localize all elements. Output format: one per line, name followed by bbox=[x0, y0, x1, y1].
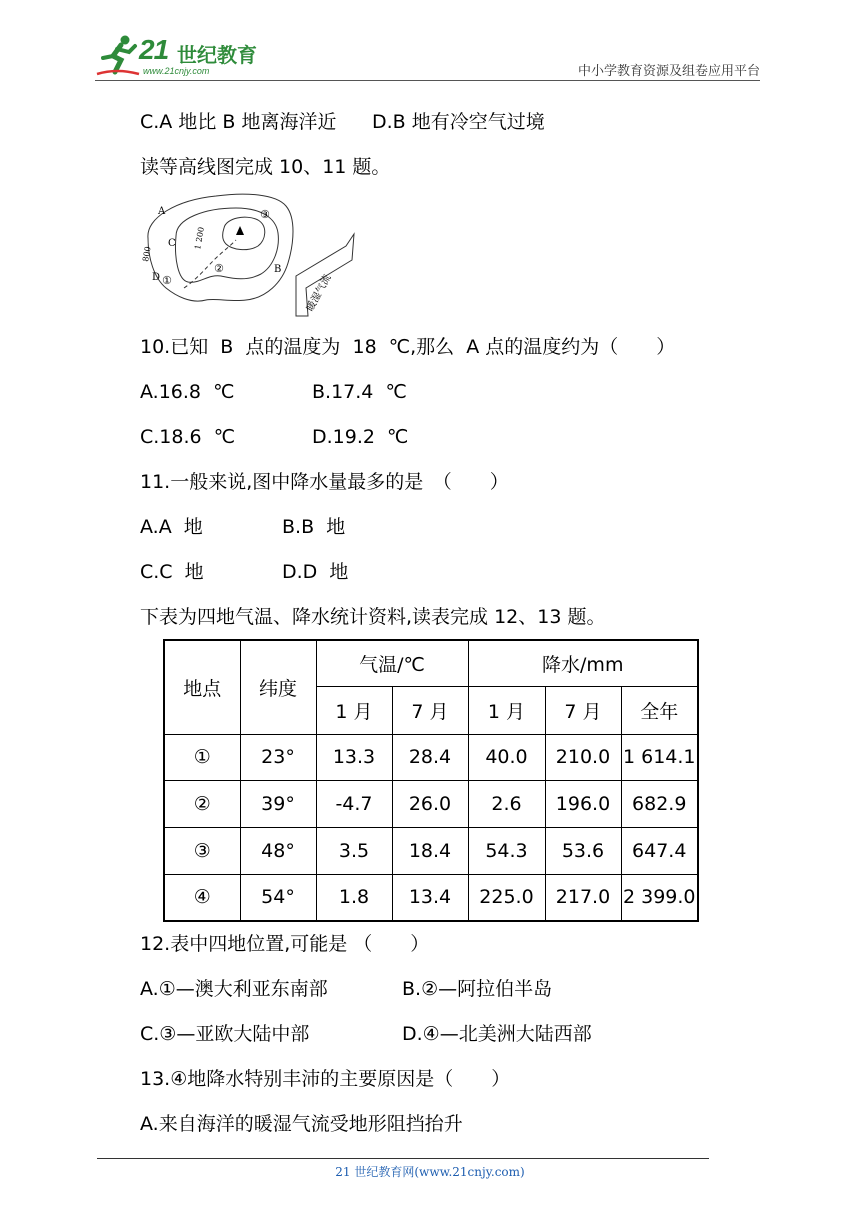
cell-prec-jul: 196.0 bbox=[545, 780, 621, 827]
header-temperature: 气温/℃ bbox=[316, 640, 468, 686]
label-contour-1200: 1 200 bbox=[193, 226, 206, 251]
q9-option-d: D.B 地有冷空气过境 bbox=[372, 111, 545, 133]
cell-temp-jan: -4.7 bbox=[316, 780, 392, 827]
site-logo bbox=[95, 34, 265, 78]
q11-option-b: B.B 地 bbox=[282, 516, 346, 538]
cell-temp-jan: 13.3 bbox=[316, 734, 392, 780]
cell-prec-jul: 217.0 bbox=[545, 874, 621, 921]
page-footer: 21 世纪教育网(www.21cnjy.com) bbox=[335, 1165, 525, 1179]
header-slogan: 中小学教育资源及组卷应用平台 bbox=[577, 64, 760, 79]
q10-option-c: C.18.6 ℃ bbox=[140, 426, 236, 448]
runner-icon bbox=[95, 34, 141, 78]
cell-prec-year: 1 614.1 bbox=[621, 734, 698, 780]
table-row bbox=[164, 827, 698, 874]
cell-lat: 54° bbox=[240, 874, 316, 921]
q13-option-a: A.来自海洋的暖湿气流受地形阻挡抬升 bbox=[140, 1113, 463, 1135]
q12-stem: 12.表中四地位置,可能是 （ ） bbox=[140, 933, 430, 955]
header-latitude: 纬度 bbox=[240, 640, 316, 734]
label-point-1: ① bbox=[162, 274, 172, 287]
label-a: A bbox=[158, 206, 166, 217]
page-header bbox=[95, 26, 760, 82]
header-prec-jan: 1 月 bbox=[468, 686, 545, 734]
header-prec-jul: 7 月 bbox=[545, 686, 621, 734]
cell-prec-jan: 40.0 bbox=[468, 734, 545, 780]
cell-place: ③ bbox=[164, 827, 240, 874]
q10-option-a: A.16.8 ℃ bbox=[140, 381, 235, 403]
cell-temp-jul: 13.4 bbox=[392, 874, 468, 921]
label-contour-800: 800 bbox=[141, 245, 153, 263]
q11-option-d: D.D 地 bbox=[282, 561, 349, 583]
cell-prec-jan: 2.6 bbox=[468, 780, 545, 827]
logo-url: www.21cnjy.com bbox=[143, 66, 210, 76]
logo-name: 世纪教育 bbox=[177, 43, 257, 67]
cell-lat: 48° bbox=[240, 827, 316, 874]
cell-temp-jul: 26.0 bbox=[392, 780, 468, 827]
header-prec-year: 全年 bbox=[621, 686, 698, 734]
header-temp-jan: 1 月 bbox=[316, 686, 392, 734]
table-row bbox=[164, 734, 698, 780]
q12-option-b: B.②—阿拉伯半岛 bbox=[402, 978, 553, 1000]
cell-place: ② bbox=[164, 780, 240, 827]
cell-temp-jul: 18.4 bbox=[392, 827, 468, 874]
logo-number: 21 bbox=[139, 34, 169, 65]
intro-12-13: 下表为四地气温、降水统计资料,读表完成 12、13 题。 bbox=[140, 606, 606, 628]
cell-prec-year: 2 399.0 bbox=[621, 874, 698, 921]
cell-temp-jan: 3.5 bbox=[316, 827, 392, 874]
cell-lat: 23° bbox=[240, 734, 316, 780]
climate-table bbox=[163, 639, 699, 922]
label-c: C bbox=[168, 238, 176, 249]
contour-map bbox=[136, 188, 368, 320]
cell-lat: 39° bbox=[240, 780, 316, 827]
label-point-2: ② bbox=[214, 262, 224, 275]
table-row bbox=[164, 780, 698, 827]
q13-stem: 13.④地降水特别丰沛的主要原因是（ ） bbox=[140, 1068, 511, 1090]
label-warm-current: 暖湿气流 bbox=[304, 272, 334, 314]
cell-place: ① bbox=[164, 734, 240, 780]
cell-temp-jan: 1.8 bbox=[316, 874, 392, 921]
footer-divider bbox=[97, 1158, 709, 1159]
cell-temp-jul: 28.4 bbox=[392, 734, 468, 780]
cell-prec-year: 647.4 bbox=[621, 827, 698, 874]
q10-option-d: D.19.2 ℃ bbox=[312, 426, 409, 448]
dashed-line bbox=[184, 240, 236, 288]
cell-prec-jul: 53.6 bbox=[545, 827, 621, 874]
cell-prec-jul: 210.0 bbox=[545, 734, 621, 780]
table-row bbox=[164, 874, 698, 921]
q12-option-d: D.④—北美洲大陆西部 bbox=[402, 1023, 592, 1045]
q9-option-c: C.A 地比 B 地离海洋近 bbox=[140, 111, 337, 133]
q12-option-a: A.①—澳大利亚东南部 bbox=[140, 978, 328, 1000]
q11-stem: 11.一般来说,图中降水量最多的是 （ ） bbox=[140, 471, 509, 493]
cell-place: ④ bbox=[164, 874, 240, 921]
q11-option-a: A.A 地 bbox=[140, 516, 203, 538]
contour-inner bbox=[223, 217, 265, 249]
cell-prec-jan: 54.3 bbox=[468, 827, 545, 874]
q10-stem: 10.已知 B 点的温度为 18 ℃,那么 A 点的温度约为（ ） bbox=[140, 336, 676, 358]
cell-prec-year: 682.9 bbox=[621, 780, 698, 827]
label-b: B bbox=[274, 264, 282, 275]
q11-option-c: C.C 地 bbox=[140, 561, 204, 583]
peak-icon bbox=[236, 226, 244, 235]
header-temp-jul: 7 月 bbox=[392, 686, 468, 734]
q10-option-b: B.17.4 ℃ bbox=[312, 381, 407, 403]
cell-prec-jan: 225.0 bbox=[468, 874, 545, 921]
header-divider bbox=[95, 80, 760, 81]
header-place: 地点 bbox=[164, 640, 240, 734]
label-point-3: ③ bbox=[260, 208, 270, 221]
header-precipitation: 降水/mm bbox=[468, 640, 698, 686]
q12-option-c: C.③—亚欧大陆中部 bbox=[140, 1023, 310, 1045]
label-d: D bbox=[152, 272, 161, 283]
intro-10-11: 读等高线图完成 10、11 题。 bbox=[140, 156, 391, 178]
